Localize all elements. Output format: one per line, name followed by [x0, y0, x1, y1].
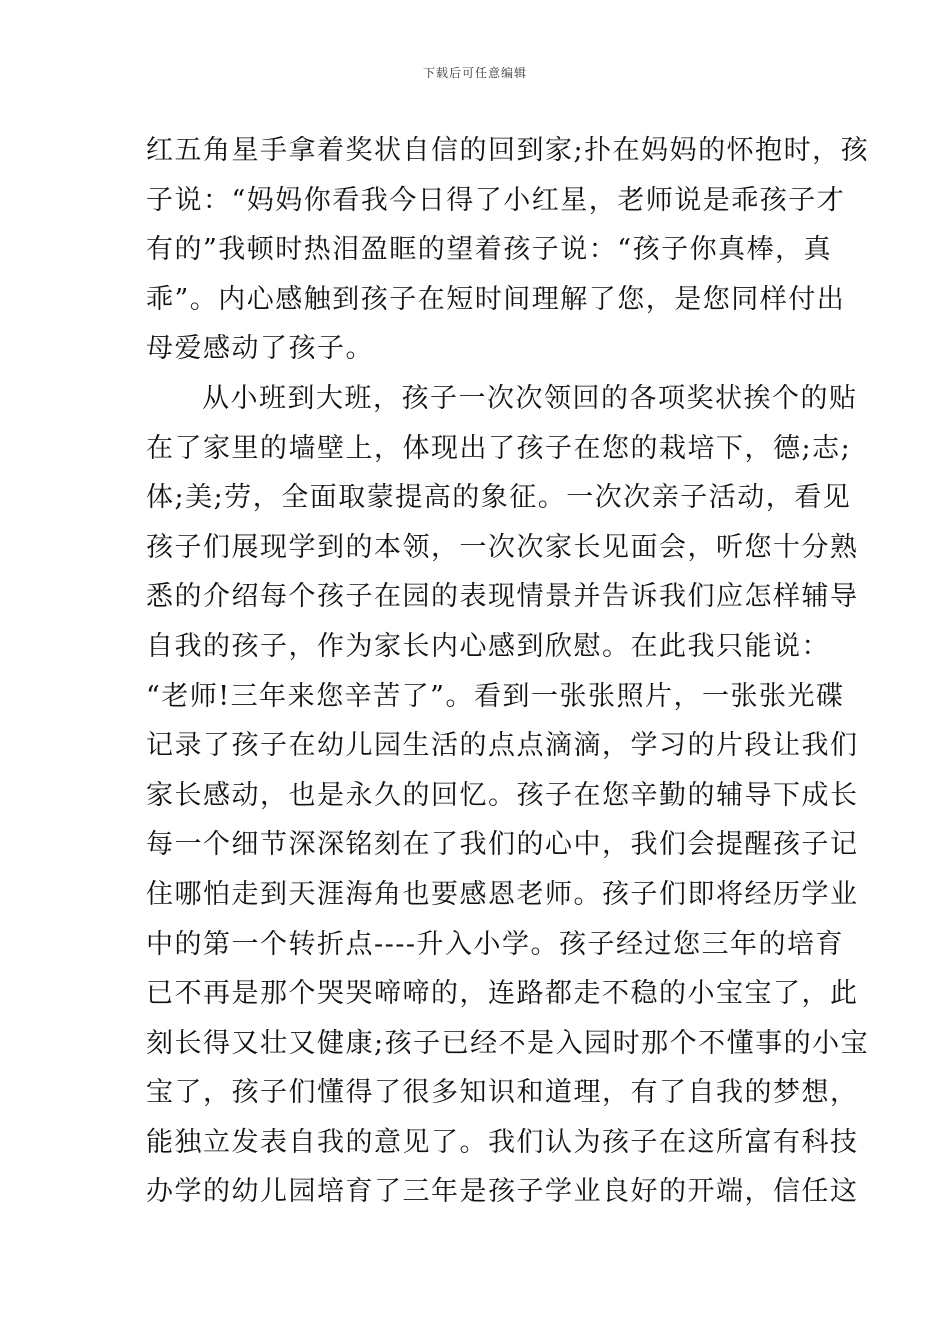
text-line: 记录了孩子在幼儿园生活的点点滴滴，学习的片段让我们 [146, 730, 859, 762]
text-line: 有的”我顿时热泪盈眶的望着孩子说：“孩子你真棒，真 [146, 234, 833, 266]
body-text [146, 126, 870, 1217]
text-line: 住哪怕走到天涯海角也要感恩老师。孩子们即将经历学业 [146, 878, 859, 910]
text-line: 乖”。内心感触到孩子在短时间理解了您，是您同样付出 [146, 283, 846, 315]
text-line: 宝了，孩子们懂得了很多知识和道理，有了自我的梦想， [146, 1077, 859, 1109]
text-line: 红五角星手拿着奖状自信的回到家;扑在妈妈的怀抱时，孩 [146, 135, 870, 166]
text-line: 孩子们展现学到的本领，一次次家长见面会，听您十分熟 [146, 531, 859, 563]
text-line: 家长感动，也是永久的回忆。孩子在您辛勤的辅导下成长 [146, 779, 859, 811]
paragraph-first-line: 从小班到大班，孩子一次次领回的各项奖状挨个的贴 [202, 382, 858, 414]
text-line: 已不再是那个哭哭啼啼的，连路都走不稳的小宝宝了，此 [146, 978, 859, 1010]
text-line: 自我的孩子，作为家长内心感到欣慰。在此我只能说： [146, 630, 830, 662]
page-header: 下载后可任意编辑 [422, 66, 527, 80]
text-line: “老师!三年来您辛苦了”。看到一张张照片，一张张光碟 [146, 680, 845, 712]
text-line: 刻长得又壮又健康;孩子已经不是入园时那个不懂事的小宝 [146, 1027, 870, 1059]
text-line: 能独立发表自我的意见了。我们认为孩子在这所富有科技 [146, 1126, 859, 1158]
text-line: 中的第一个转折点----升入小学。孩子经过您三年的培育 [146, 928, 844, 960]
text-line: 悉的介绍每个孩子在园的表现情景并告诉我们应怎样辅导 [146, 581, 859, 613]
text-line: 母爱感动了孩子。 [146, 333, 374, 365]
text-line: 在了家里的墙壁上，体现出了孩子在您的栽培下，德;志; [146, 432, 852, 464]
text-line: 每一个细节深深铭刻在了我们的心中，我们会提醒孩子记 [146, 829, 859, 861]
text-line: 办学的幼儿园培育了三年是孩子学业良好的开端，信任这 [146, 1176, 859, 1208]
text-line: 子说：“妈妈你看我今日得了小红星，老师说是乖孩子才 [146, 184, 846, 216]
text-line: 体;美;劳，全面取蒙提高的象征。一次次亲子活动，看见 [146, 482, 852, 514]
